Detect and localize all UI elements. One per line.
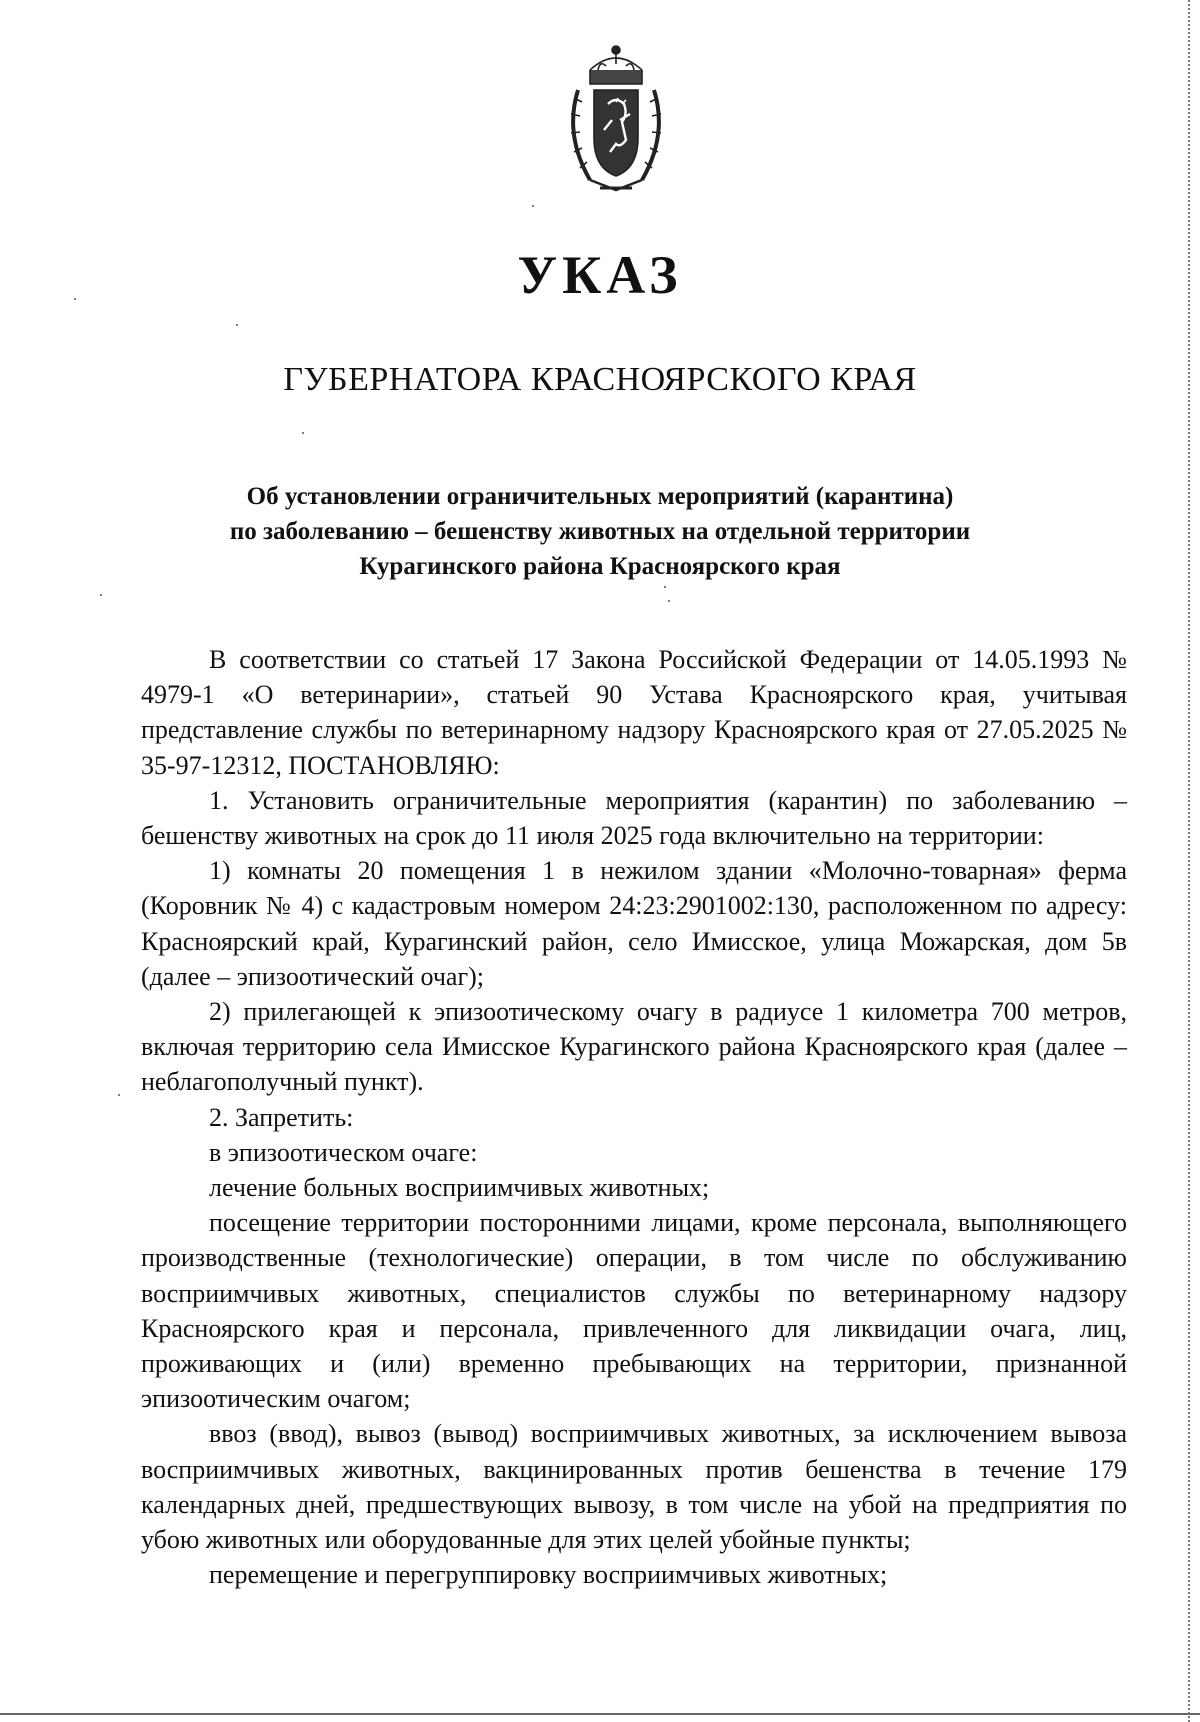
coat-of-arms-icon	[560, 40, 672, 200]
scan-speck	[236, 324, 238, 326]
clause-2-heading: 2. Запретить:	[209, 1102, 354, 1132]
title-line: Об установлении ограничительных мероприятий (карантина)	[246, 483, 954, 510]
document-body	[141, 642, 1127, 1592]
clause-2-item: ввоз (ввод), вывоз (вывод) восприимчивых животных, за исключением вывоза восприимчивых животных, вакцинированных против бешенства в течение 179 календарных дней, предшествующих вывозу, в том числе на убой на предприятия по убою животных или оборудованные для этих целей убойные пункты;	[141, 1419, 1127, 1555]
issuing-authority: ГУБЕРНАТОРА КРАСНОЯРСКОГО КРАЯ	[283, 361, 917, 398]
scan-speck	[100, 594, 102, 596]
preamble-paragraph: В соответствии со статьей 17 Закона Российской Федерации от 14.05.1993 № 4979-1 «О ветеринарии», статьей 90 Устава Красноярского края, учитывая представление службы по ветеринарному надзору Красноярского края от 27.05.2025 № 35-97-12312, ПОСТАНОВЛЯЮ:	[141, 645, 1127, 780]
scan-speck	[664, 586, 666, 588]
document-title	[150, 479, 1050, 584]
scan-speck	[532, 205, 534, 207]
clause-1-item-1: 1) комнаты 20 помещения 1 в нежилом здании «Молочно-товарная» ферма (Коровник № 4) с кадастровым номером 24:23:2901002:130, расположенном по адресу: Красноярский край, Курагинский район, село Имисское, улица Можарская, дом 5в (далее – эпизоотический очаг);	[141, 856, 1127, 991]
clause-1-item-2: 2) прилегающей к эпизоотическому очагу в радиусе 1 километра 700 метров, включая территорию села Имисское Курагинского района Красноярского края (далее – неблагополучный пункт).	[141, 997, 1127, 1097]
scan-edge-line-bottom	[0, 1713, 1200, 1715]
clause-1-paragraph: 1. Установить ограничительные мероприятия (карантин) по заболеванию – бешенству животных на срок до 11 июля 2025 года включительно на территории:	[141, 785, 1127, 851]
clause-2-subheading: в эпизоотическом очаге:	[209, 1137, 478, 1167]
scan-speck	[74, 298, 76, 300]
clause-2-item: перемещение и перегруппировку восприимчивых животных;	[209, 1560, 888, 1590]
scan-speck	[118, 1094, 120, 1096]
scan-speck	[302, 432, 304, 434]
scan-speck	[668, 600, 670, 602]
clause-2-item: посещение территории посторонними лицами, кроме персонала, выполняющего производственные (технологические) операции, в том числе по обслуживанию восприимчивых животных, специалистов службы по ветеринарному надзору Красноярского края и персонала, привлеченного для ликвидации очага, лиц, проживающих и (или) временно пребывающих на территории, признанной эпизоотическим очагом;	[141, 1208, 1127, 1414]
title-line: по заболеванию – бешенству животных на отдельной территории	[229, 518, 971, 545]
title-line: Курагинского района Красноярского края	[359, 553, 841, 580]
clause-2-item: лечение больных восприимчивых животных;	[209, 1173, 710, 1203]
document-type-heading: УКАЗ	[517, 245, 683, 305]
